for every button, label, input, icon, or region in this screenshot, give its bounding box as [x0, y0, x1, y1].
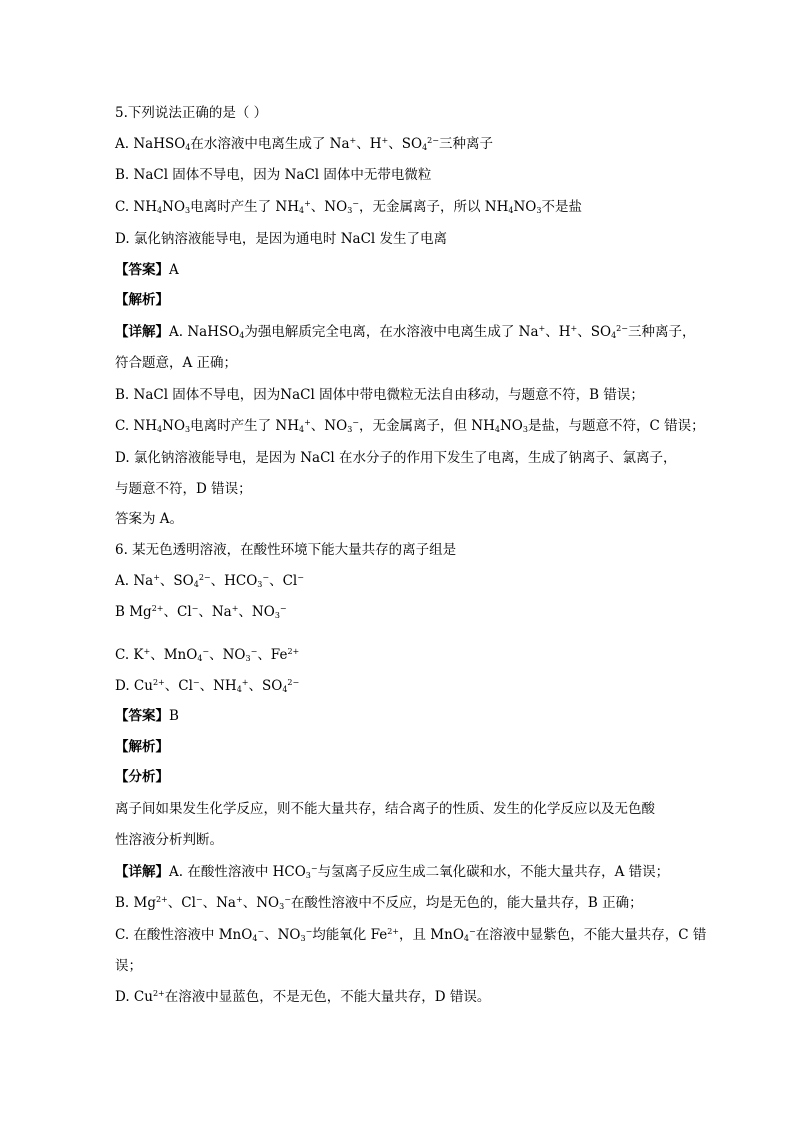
subscript: 3 — [185, 425, 191, 434]
text-run: C. NH — [115, 418, 158, 434]
text-run: B. Mg — [115, 895, 156, 911]
superscript: 2− — [616, 324, 628, 333]
text-run: 、NO — [310, 418, 348, 434]
question-5-option-b — [115, 166, 431, 184]
section-label: 【解析】 — [115, 739, 169, 755]
section-label: 【答案】 — [115, 708, 169, 724]
question-6-detail-line — [115, 894, 643, 912]
superscript: − — [202, 647, 210, 656]
superscript: − — [262, 573, 270, 582]
text-run: 电离时产生了 NH — [190, 418, 299, 434]
text-run: 、H — [356, 136, 382, 152]
text-run: 符合题意，A 正确； — [115, 355, 238, 371]
subscript: 4 — [299, 425, 305, 434]
text-run: 误； — [115, 958, 142, 974]
superscript: − — [191, 604, 199, 613]
subscript: 4 — [193, 580, 199, 589]
question-6-fenxi-line — [115, 800, 655, 818]
text-run: B Mg — [115, 604, 152, 620]
text-run: 、Cl — [164, 678, 193, 694]
question-5-detail-line — [115, 323, 695, 341]
text-run: ，无金属离子，所以 NH — [358, 199, 509, 215]
text-run: 、Na — [202, 895, 236, 911]
superscript: − — [305, 927, 313, 936]
text-run: D. 氯化钠溶液能导电，是因为通电时 NaCl 发生了电离 — [115, 231, 448, 247]
superscript: + — [349, 136, 357, 145]
text-run: 、NO — [310, 199, 348, 215]
subscript: 3 — [245, 654, 251, 663]
superscript: 2+ — [151, 604, 164, 613]
superscript: 2− — [198, 573, 211, 582]
question-5-conclusion — [115, 510, 183, 528]
question-5-stem — [115, 104, 267, 122]
text-run: ，且 MnO — [399, 927, 464, 943]
text-run: 答案为 A。 — [115, 511, 184, 527]
superscript: + — [381, 136, 389, 145]
subscript: 4 — [239, 331, 245, 340]
text-run: C. 在酸性溶液中 MnO — [115, 927, 253, 943]
superscript: − — [310, 864, 318, 873]
text-run: 、NO — [242, 895, 280, 911]
text-run: NO — [162, 199, 186, 215]
text-run: D. 氯化钠溶液能导电，是因为 NaCl 在水分子的作用下发生了电离，生成了钠离子、氯离子， — [115, 450, 677, 466]
subscript: 4 — [282, 685, 288, 694]
superscript: + — [304, 199, 311, 208]
subscript: 3 — [522, 425, 528, 434]
subscript: 3 — [274, 611, 280, 620]
text-run: 、Cl — [163, 604, 192, 620]
subscript: 3 — [305, 871, 311, 880]
question-6-option-d — [115, 677, 299, 695]
text-run: 、NO — [264, 927, 301, 943]
superscript: + — [143, 647, 151, 656]
superscript: 2+ — [152, 678, 165, 687]
superscript: 2+ — [287, 647, 300, 656]
section-label: 【详解】 — [115, 324, 169, 340]
subscript: 3 — [300, 934, 306, 943]
section-label: 【详解】 — [115, 864, 169, 880]
subscript: 4 — [299, 206, 305, 215]
subscript: 4 — [422, 143, 428, 152]
question-5-option-d — [115, 230, 447, 248]
question-6-detail-line — [115, 926, 706, 944]
text-run: NO — [513, 199, 537, 215]
text-run: 、HCO — [210, 573, 258, 589]
text-run: 在水溶液中电离生成了 Na — [190, 136, 350, 152]
text-run: 、Fe — [257, 647, 288, 663]
text-run: D. Cu — [115, 678, 153, 694]
text-run: A — [169, 262, 179, 278]
subscript: 4 — [236, 685, 242, 694]
subscript: 4 — [157, 425, 163, 434]
superscript: + — [231, 604, 239, 613]
text-run: 、NO — [209, 647, 246, 663]
text-run: 5.下列说法正确的是（ ） — [115, 105, 268, 121]
text-run: 、SO — [248, 678, 283, 694]
text-run: A. NaHSO — [115, 136, 186, 152]
question-5-analysis-heading — [115, 291, 169, 309]
superscript: + — [538, 324, 546, 333]
text-run: 、SO — [388, 136, 423, 152]
text-run: 、Na — [198, 604, 232, 620]
text-run: 不是盐 — [541, 199, 582, 215]
text-run: 离子间如果发生化学反应，则不能大量共存，结合离子的性质、发生的化学反应以及无色酸 — [115, 801, 655, 817]
text-run: C. NH — [115, 199, 158, 215]
question-6-option-c — [115, 646, 299, 664]
superscript: 2+ — [387, 927, 400, 936]
superscript: − — [352, 418, 359, 427]
question-6-analysis-heading — [115, 738, 169, 756]
subscript: 3 — [347, 206, 353, 215]
subscript: 3 — [185, 206, 191, 215]
superscript: 2+ — [152, 989, 165, 998]
subscript: 3 — [536, 206, 542, 215]
question-5-detail-line — [115, 480, 252, 498]
superscript: − — [192, 678, 200, 687]
question-6-answer — [115, 707, 179, 725]
section-label: 【答案】 — [115, 262, 169, 278]
text-run: 、SO — [159, 573, 194, 589]
subscript: 4 — [197, 654, 203, 663]
section-label: 【解析】 — [115, 292, 169, 308]
superscript: + — [153, 573, 160, 582]
superscript: − — [250, 647, 258, 656]
text-run: A. Na — [115, 573, 154, 589]
text-run: A. NaHSO — [169, 324, 240, 340]
text-run: 6. 某无色透明溶液，在酸性环境下能大量共存的离子组是 — [115, 542, 457, 558]
superscript: − — [257, 927, 265, 936]
superscript: 2− — [287, 678, 300, 687]
subscript: 4 — [252, 934, 258, 943]
question-5-detail-line — [115, 386, 644, 404]
text-run: ，无金属离子，但 NH — [358, 418, 495, 434]
text-run: 为强电解质完全电离，在水溶液中电离生成了 Na — [244, 324, 539, 340]
text-run: 与氢离子反应生成二氧化碳和水，不能大量共存，A 错误； — [317, 864, 670, 880]
text-run: B. NaCl 固体不导电，因为NaCl 固体中带电微粒无法自由移动，与题意不符，B 错误； — [115, 387, 644, 403]
text-run: 、Cl — [167, 895, 196, 911]
question-5-detail-line — [115, 354, 237, 372]
question-6-stem — [115, 541, 456, 559]
superscript: + — [304, 418, 311, 427]
question-6-option-a — [115, 572, 304, 590]
text-run: A. 在酸性溶液中 HCO — [169, 864, 306, 880]
text-run: C. K — [115, 647, 144, 663]
text-run: 与题意不符，D 错误； — [115, 481, 252, 497]
superscript: + — [241, 678, 249, 687]
question-6-detail-line — [115, 957, 142, 975]
subscript: 3 — [347, 425, 353, 434]
subscript: 4 — [157, 206, 163, 215]
subscript: 4 — [463, 934, 469, 943]
subscript: 4 — [508, 206, 514, 215]
text-run: 性溶液分析判断。 — [115, 832, 223, 848]
superscript: + — [570, 324, 578, 333]
text-run: 、H — [545, 324, 571, 340]
subscript: 4 — [185, 143, 191, 152]
superscript: − — [352, 199, 359, 208]
question-6-fenxi-line — [115, 831, 223, 849]
question-6-option-b — [115, 603, 287, 621]
superscript: 2+ — [155, 895, 168, 904]
text-run: NO — [162, 418, 186, 434]
text-run: 均能氧化 Fe — [312, 927, 388, 943]
subscript: 4 — [611, 331, 617, 340]
superscript: − — [297, 573, 304, 582]
text-run: 、NO — [238, 604, 275, 620]
text-run: 是盐，与题意不符，C 错误； — [527, 418, 705, 434]
superscript: − — [195, 895, 203, 904]
question-6-detail-line — [115, 863, 669, 881]
text-run: 在溶液中显紫色，不能大量共存，C 错 — [475, 927, 707, 943]
question-5-option-c — [115, 198, 582, 216]
question-5-option-a — [115, 135, 493, 153]
text-run: NO — [499, 418, 523, 434]
text-run: 、NH — [199, 678, 237, 694]
superscript: − — [279, 604, 287, 613]
subscript: 3 — [257, 580, 263, 589]
text-run: 三种离子 — [438, 136, 493, 152]
text-run: D. Cu — [115, 989, 153, 1005]
text-run: 、Cl — [269, 573, 298, 589]
text-run: 、SO — [577, 324, 612, 340]
section-label: 【分析】 — [115, 769, 169, 785]
text-run: 在酸性溶液中不反应，均是无色的，能大量共存，B 正确； — [290, 895, 643, 911]
question-5-detail-line — [115, 449, 677, 467]
text-run: B. NaCl 固体不导电，因为 NaCl 固体中无带电微粒 — [115, 167, 432, 183]
question-6-fenxi-heading — [115, 768, 169, 786]
text-run: 电离时产生了 NH — [190, 199, 299, 215]
superscript: + — [236, 895, 243, 904]
subscript: 3 — [279, 902, 285, 911]
superscript: 2− — [427, 136, 439, 145]
text-run: 在溶液中显蓝色，不是无色，不能大量共存，D 错误。 — [164, 989, 491, 1005]
text-run: 三种离子， — [627, 324, 696, 340]
superscript: − — [284, 895, 291, 904]
text-run: B — [169, 708, 179, 724]
question-5-answer — [115, 261, 179, 279]
question-5-detail-line — [115, 417, 705, 435]
superscript: − — [469, 927, 476, 936]
text-run: 、MnO — [150, 647, 198, 663]
question-6-detail-line — [115, 988, 490, 1006]
subscript: 4 — [494, 425, 500, 434]
